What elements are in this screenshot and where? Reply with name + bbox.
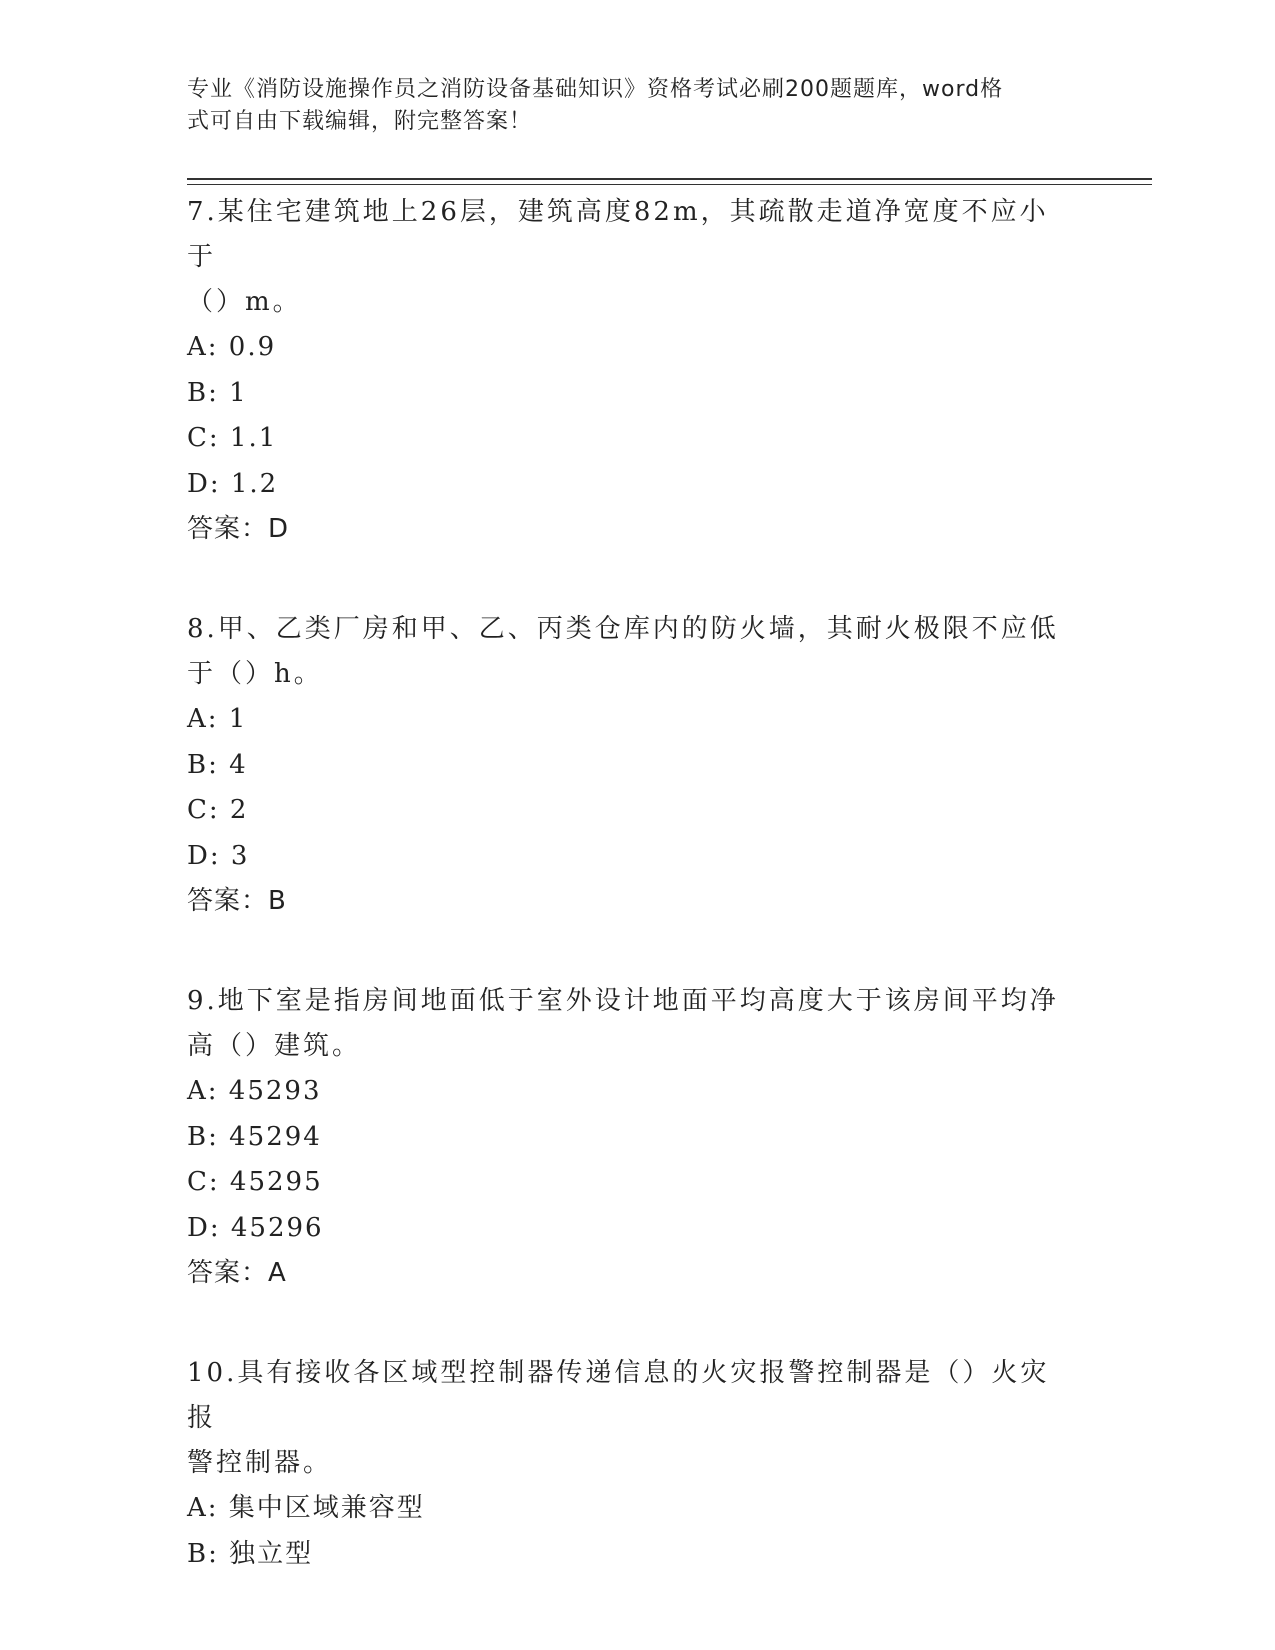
- question-10: [187, 1351, 1067, 1577]
- option-b: B: 独立型: [187, 1538, 314, 1569]
- option-b: B: 1: [187, 377, 248, 408]
- option-a: A: 集中区域兼容型: [187, 1493, 425, 1523]
- answer: 答案：A: [187, 1258, 287, 1288]
- answer: 答案：D: [187, 514, 290, 544]
- option-a: A: 0.9: [187, 332, 277, 362]
- question-stem: 9.地下室是指房间地面低于室外设计地面平均高度大于该房间平均净: [187, 986, 1059, 1016]
- question-stem: 7.某住宅建筑地上26层，建筑高度82m，其疏散走道净宽度不应小于: [187, 197, 1049, 272]
- answer: 答案：B: [187, 886, 287, 916]
- question-stem: 8.甲、乙类厂房和甲、乙、丙类仓库内的防火墙，其耐火极限不应低: [187, 614, 1059, 644]
- header-line-2: 式可自由下载编辑，附完整答案！: [187, 109, 533, 134]
- header-divider-thick: [187, 178, 1152, 180]
- option-b: B: 4: [187, 749, 248, 780]
- question-stem: 警控制器。: [187, 1448, 333, 1478]
- question-8: [187, 607, 1067, 924]
- document-header: [187, 74, 1067, 138]
- header-line-1: 专业《消防设施操作员之消防设备基础知识》资格考试必刷200题题库，word格: [187, 77, 1004, 102]
- question-9: [187, 979, 1067, 1296]
- option-a: A: 1: [187, 704, 248, 734]
- question-7: [187, 190, 1067, 552]
- question-stem: 于（）h。: [187, 659, 323, 689]
- option-a: A: 45293: [187, 1076, 322, 1106]
- question-stem: 10.具有接收各区域型控制器传递信息的火灾报警控制器是（）火灾报: [187, 1358, 1050, 1433]
- option-d: D: 45296: [187, 1212, 324, 1243]
- question-stem: （）m。: [187, 287, 302, 317]
- option-d: D: 1.2: [187, 468, 279, 499]
- option-c: C: 1.1: [187, 423, 278, 453]
- option-d: D: 3: [187, 840, 250, 871]
- option-c: C: 2: [187, 795, 249, 825]
- option-b: B: 45294: [187, 1121, 322, 1152]
- header-divider-thin: [187, 184, 1152, 185]
- question-stem: 高（）建筑。: [187, 1031, 362, 1061]
- question-list: [187, 190, 1067, 1632]
- option-c: C: 45295: [187, 1167, 323, 1197]
